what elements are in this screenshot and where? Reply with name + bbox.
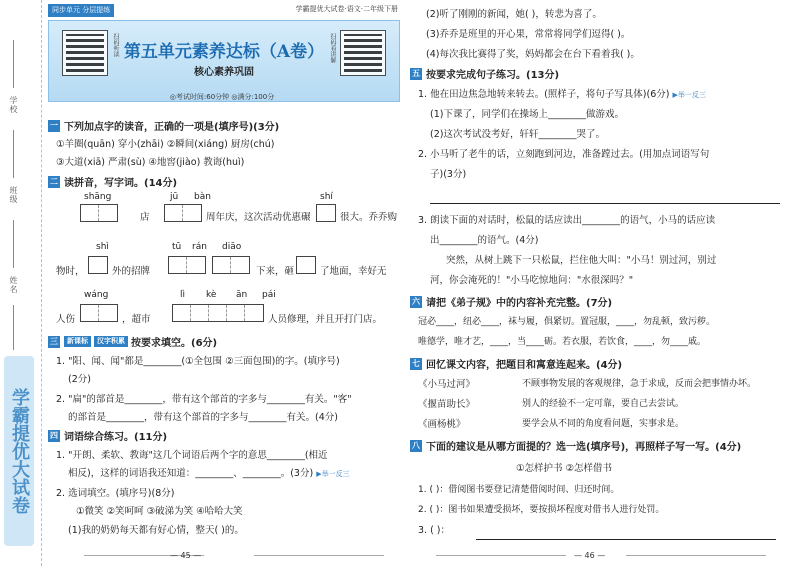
number-line xyxy=(13,305,14,350)
s5-q2-line1: 2. 小马听了老牛的话，立刻跑到河边，准备蹚过去。(用加点词语写句 xyxy=(418,149,710,160)
s1-options-row1: ①羊圈(quān) 穿小(zhāi) ②瞬间(xiáng) 厨房(chú) xyxy=(56,139,275,150)
char-box[interactable] xyxy=(88,256,108,274)
s4-options: ①微笑 ②笑呵呵 ③破涕为笑 ④哈哈大笑 xyxy=(76,506,243,517)
page-title: 第五单元素养达标（A卷） xyxy=(123,42,325,62)
char-box[interactable] xyxy=(296,256,316,274)
s8-item2: 2. ( )：图书如果遭受损坏，要按损坏程度对借书人进行处罚。 xyxy=(418,505,665,515)
section-title: 下列加点字的读音，正确的一项是(填序号)(3分) xyxy=(64,122,280,133)
s2-text: 了地面，幸好无 xyxy=(320,266,387,277)
s3-q1: 1. "阳、闻、闻"都是________(①全包围 ②三面包围)的字。(填序号) xyxy=(56,356,340,367)
left-page xyxy=(44,0,400,566)
answer-line[interactable] xyxy=(476,530,776,540)
s8-item1: 1. ( )：借阅图书要登记清楚借阅时间、归还时间。 xyxy=(418,485,620,495)
s2-text: 人员修理，并且开打门店。 xyxy=(268,314,383,325)
s8-options: ①怎样护书 ②怎样借书 xyxy=(516,463,613,474)
section-title: 词语综合练习。(11分) xyxy=(64,432,168,443)
s3-q2-line2: 的部首是________，带有这个部首的字多与________有关。(4分) xyxy=(68,412,338,423)
section-4-heading xyxy=(48,428,167,443)
section-number: 三 xyxy=(50,336,58,346)
series-tag: 同步单元 分层提练 xyxy=(48,4,114,17)
section-7-heading xyxy=(410,356,622,371)
pinyin: shì xyxy=(96,242,109,252)
s2-text: 店 xyxy=(140,212,150,223)
s2-text: 下来，砸 xyxy=(256,266,295,277)
practice-ref: ▶举一反三 xyxy=(672,91,706,99)
book-title: 学霸提优大试卷·语文·二年级下册 xyxy=(295,5,398,13)
page-subtitle: 核心素养巩固 xyxy=(194,67,254,78)
s7-moral-1[interactable]: 不顾事物发展的客观规律，急于求成，反而会把事情办坏。 xyxy=(522,379,757,389)
school-label: 学校 xyxy=(9,96,18,114)
qr-caption-left: 扫码听读 xyxy=(112,33,119,57)
school-line xyxy=(13,40,14,88)
section-6-heading xyxy=(410,294,612,309)
binding-margin xyxy=(0,0,42,566)
s7-moral-2[interactable]: 别人的经验不一定可靠，要自己去尝试。 xyxy=(522,399,685,409)
section-number: 一 xyxy=(50,120,58,130)
section-title: 回忆课文内容，把题目和寓意连起来。(4分) xyxy=(426,360,623,371)
name-line xyxy=(13,220,14,268)
pinyin: bàn xyxy=(194,192,211,202)
char-box[interactable] xyxy=(168,256,206,274)
s5-q3-line1: 3. 朗读下面的对话时，松鼠的话应读出________的语气，小马的话应读 xyxy=(418,215,716,226)
topic-tag: 汉字积累 xyxy=(94,336,128,347)
s4-q2: 2. 选词填空。(填序号)(8分) xyxy=(56,488,175,499)
char-box[interactable] xyxy=(316,204,336,222)
s5-q1-item1: (1)下课了，同学们在操场上________做游戏。 xyxy=(430,109,624,120)
answer-line[interactable] xyxy=(430,194,780,204)
section-number: 七 xyxy=(412,358,420,368)
section-number: 二 xyxy=(50,176,58,186)
pinyin: diāo xyxy=(222,242,242,252)
pinyin: ān xyxy=(236,290,248,300)
pinyin: kè xyxy=(206,290,217,300)
section-number: 六 xyxy=(412,296,420,306)
pinyin: wáng xyxy=(84,290,109,300)
s2-text: ，超市 xyxy=(122,314,151,325)
char-box[interactable] xyxy=(172,304,264,322)
practice-ref: ▶举一反三 xyxy=(316,470,350,478)
qr-caption-right: 扫码看讲解 xyxy=(329,33,336,63)
qr-code-right[interactable] xyxy=(341,31,385,75)
s4-q2-item3: (3)乔乔是班里的开心果，常常将同学们逗得( )。 xyxy=(426,29,631,40)
s8-item3: 3. ( )： xyxy=(418,525,451,536)
pinyin: lì xyxy=(180,290,186,300)
s5-q1-item2: (2)这次考试没考好，轩轩________哭了。 xyxy=(430,129,605,140)
pinyin: rán xyxy=(192,242,207,252)
char-box[interactable] xyxy=(164,204,202,222)
section-8-heading xyxy=(410,438,741,453)
section-1-heading xyxy=(48,118,279,133)
s5-q2-line2: 子)(3分) xyxy=(430,169,467,180)
section-2-heading xyxy=(48,174,177,189)
section-title: 请把《弟子规》中的内容补充完整。(7分) xyxy=(426,298,613,309)
footer-rule xyxy=(626,555,766,556)
s2-text: 外的招牌 xyxy=(112,266,151,277)
s7-title-3[interactable]: 《画杨桃》 xyxy=(418,419,466,430)
s5-q3-line2: 出________的语气。(4分) xyxy=(430,235,539,246)
s4-q1-line2: 相反)，这样的词语我还知道：________、________。(3分) ▶举一反三 xyxy=(68,468,350,479)
s5-q3-passage1: 突然，从树上跳下一只松鼠，拦住他大叫："小马！别过河，别过 xyxy=(446,255,717,266)
char-box[interactable] xyxy=(212,256,250,274)
s2-text: 人伤 xyxy=(56,314,76,325)
s4-q1-line1: 1. "开朗、柔软、教诲"这几个词语后两个字的意思________(相近 xyxy=(56,450,328,461)
s3-q1-score: (2分) xyxy=(68,374,91,385)
s4-q2-item4: (4)每次我比赛得了奖，妈妈都会在台下看着我( )。 xyxy=(426,49,640,60)
brand-logo: 学霸提优大试卷 xyxy=(4,356,34,546)
section-title: 下面的建议是从哪方面提的？选一选(填序号)，再照样子写一写。(4分) xyxy=(426,442,742,453)
section-title: 按要求填空。(6分) xyxy=(131,338,218,349)
char-box[interactable] xyxy=(80,204,118,222)
exam-meta: ◎考试时间:60分钟 ◎满分:100分 xyxy=(169,93,275,101)
s7-title-2[interactable]: 《揠苗助长》 xyxy=(418,399,476,410)
footer-rule xyxy=(436,555,566,556)
char-box[interactable] xyxy=(80,304,118,322)
s2-text: 周年庆，这次活动优惠碾 xyxy=(206,212,311,223)
section-title: 按要求完成句子练习。(13分) xyxy=(426,70,560,81)
s1-options-row2: ③大道(xiā) 严肃(sù) ④地窖(jiào) 教诲(huì) xyxy=(56,157,245,168)
s4-q2-item2: (2)听了刚刚的新闻，她( )，转悲为喜了。 xyxy=(426,9,602,20)
pinyin: pái xyxy=(262,290,276,300)
pinyin: jū xyxy=(170,192,179,202)
s2-text: 物时， xyxy=(56,266,85,277)
s6-line2: 唯德学，唯才艺，____，当____砺。若衣服，若饮食，____，勿____戚。 xyxy=(418,337,707,347)
right-page xyxy=(406,0,796,566)
s7-moral-3[interactable]: 要学会从不同的角度看问题，实事求是。 xyxy=(522,419,685,429)
s4-q2-item1: (1)我的奶奶每天都有好心情，整天( )的。 xyxy=(68,525,244,536)
s5-q3-passage2: 河，你会淹死的！"小马吃惊地问："水很深吗？" xyxy=(430,275,634,286)
section-title: 读拼音，写字词。(14分) xyxy=(64,178,178,189)
s5-q1: 1. 他在田边焦急地转来转去。(照样子，将句子写具体)(6分) ▶举一反三 xyxy=(418,89,706,100)
pinyin: shāng xyxy=(84,192,112,202)
new-standard-tag: 新课标 xyxy=(64,336,91,347)
title-banner xyxy=(48,20,400,102)
s2-text: 很大。乔乔购 xyxy=(340,212,398,223)
page-number-right: — 46 — xyxy=(574,551,606,560)
footer-rule xyxy=(254,555,384,556)
page-number-left: — 45 — xyxy=(170,551,202,560)
section-number: 八 xyxy=(412,440,420,450)
s3-q2-line1: 2. "扁"的部首是________，带有这个部首的字多与________有关。"客" xyxy=(56,394,352,405)
section-3-heading xyxy=(48,334,217,349)
pinyin: tū xyxy=(172,242,182,252)
s7-title-1[interactable]: 《小马过河》 xyxy=(418,379,476,390)
name-label: 姓名 xyxy=(9,276,18,294)
pinyin: shí xyxy=(320,192,333,202)
section-number: 四 xyxy=(50,430,58,440)
section-number: 五 xyxy=(412,68,420,78)
class-label: 班级 xyxy=(9,186,18,204)
class-line xyxy=(13,130,14,178)
s6-line1: 冠必____，纽必____，袜与履，俱紧切。置冠服，____，勿乱顿，致污秽。 xyxy=(418,317,716,327)
section-5-heading xyxy=(410,66,559,81)
